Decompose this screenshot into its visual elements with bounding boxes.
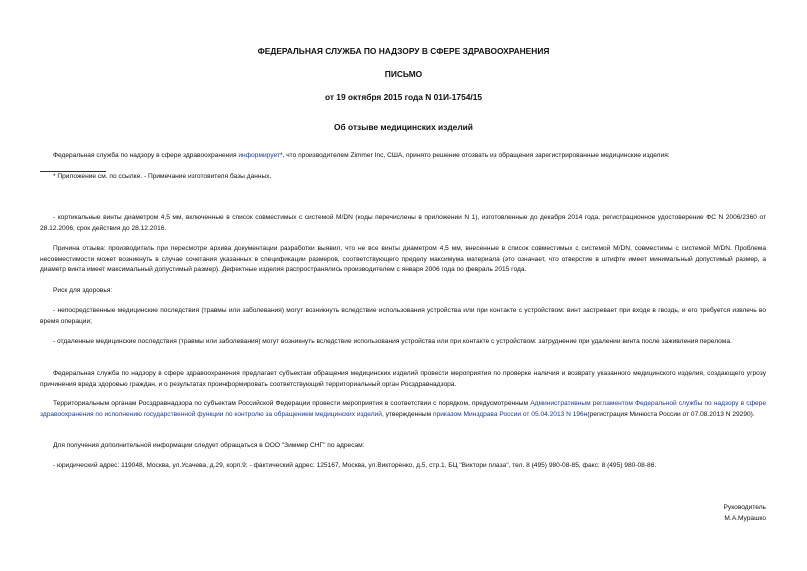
footnote: * Приложение см. по ссылке. - Примечание изготовителя базы данных. [53,173,272,180]
screws-paragraph: - кортикальные винты диаметром 4,5 мм, включенные в список совместимых с системой M/DN (коды перечислены в приложении N 1), изготовленные до декабря 2014 года, регистрационное удостоверение ФС N 2006/2360 от 28.12.2006, срок действия до 28.12.2016. [40,214,766,232]
informs-link[interactable]: информирует [238,152,280,159]
regulation-link[interactable]: Административным регламентом Федеральной службы по надзору в сфере здравоохранения по исполнению государственной функции по контролю за обращением медицинских изделий [40,400,767,418]
document-subject: Об отзыве медицинских изделий [334,122,473,132]
intro-paragraph [40,151,766,162]
document-type: ПИСЬМО [384,69,423,79]
territorial-text-end: (регистрация Минюста России от 07.08.2013 N 29290). [587,410,755,418]
agency-title: ФЕДЕРАЛЬНАЯ СЛУЖБА ПО НАДЗОРУ В СФЕРЕ ЗДРАВООХРАНЕНИЯ [257,46,550,56]
date-number: от 19 октября 2015 года N 01И-1754/15 [324,92,483,102]
signature-title: Руководитель [723,504,766,511]
intro-text-end: *, что производителем Zimmer Inc, США, принято решение отозвать из обращения зарегистрированные медицинские изделия: [279,152,670,159]
intro-text-start: Федеральная служба по надзору в сфере здравоохранения [53,152,239,159]
risk-heading: Риск для здоровья: [53,287,113,294]
risk-immediate: - непосредственные медицинские последствия (травмы или заболевания) могут возникнуть вследствие использования устройства или при контакте с устройством: винт застревает при входе в гвоздь, и его требуется извлечь во время операции; [40,307,766,325]
signature-name: М.А.Мурашко [724,515,766,522]
territorial-text-start: Территориальным органам Росздравнадзора по субъектам Российской Федерации провести мероприятия в соответствии с порядком, предусмотренным [53,400,531,407]
addresses: - юридический адрес: 119048, Москва, ул.Усачева, д.29, корп.9; - фактический адрес: 125167, Москва, ул.Викторенко, д.5, стр.1, БЦ "Виктори плаза", тел. 8 (495) 980-08-85, факс: 8 (495) 980-08-86. [53,462,657,469]
contact-intro: Для получения дополнительной информации следует обращаться в ООО "Зиммер СНГ" по адресам: [53,442,365,449]
reason-paragraph: Причина отзыва: производитель при пересмотре архива документации разработки выявил, что не все винты диаметром 4,5 мм, внесенные в список совместимых с системой M/DN, совместимы с системой M/DN. Проблема несовместимости может возникнуть в случае сочетания указанных в спецификации размеров, соответствующего пределу максимума материала (это означает, что отверстие в штифте имеет минимальный допустимый размер, а диаметр винта имеет максимальный допустимый размер). Дефектные изделия распространялись производителем с января 2006 года по февраль 2015 года. [40,245,766,274]
risk-remote: - отдаленные медицинские последствия (травмы или заболевания) могут возникнуть вследствие использования устройства или при контакте с устройством: затруднение при удалении винта после заживления перелома. [53,338,732,345]
territorial-paragraph [40,399,766,420]
proposal-paragraph: Федеральная служба по надзору в сфере здравоохранения предлагает субъектам обращения медицинских изделий провести мероприятия по проверке наличия и возврату указанного медицинского изделия, создающего угрозу причинения вреда здоровью граждан, и о результатах проинформировать соответствующий территориальный орган Росздравнадзора. [40,370,766,388]
order-link[interactable]: приказом Минздрава России от 05.04.2013 N 196н [433,410,588,418]
territorial-text-middle: , утвержденным [381,410,433,418]
